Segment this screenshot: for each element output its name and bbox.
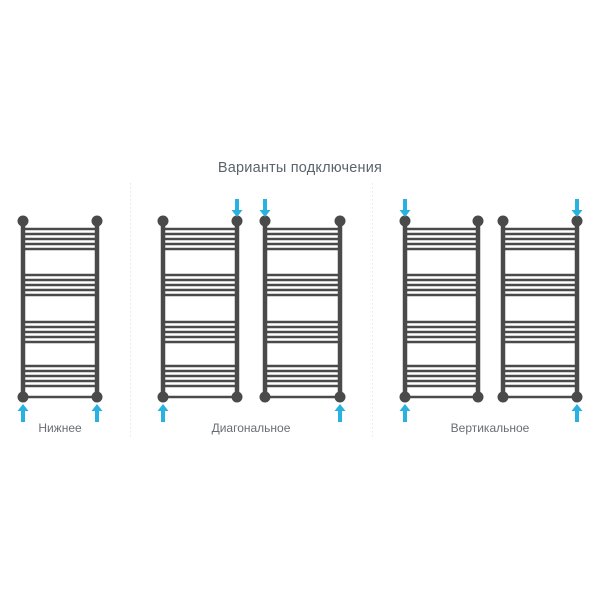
- flow-arrow-up-icon: [92, 404, 103, 422]
- flow-arrow-up-icon: [400, 404, 411, 422]
- section-label-vertical-connection: Вертикальное: [450, 421, 530, 435]
- towel-rail-radiator: [498, 199, 583, 422]
- radiator-knob: [473, 216, 484, 227]
- section-label-bottom-connection: Нижнее: [38, 421, 82, 435]
- radiator-knob: [400, 216, 411, 227]
- radiator-knob: [400, 392, 411, 403]
- flow-arrow-down-icon: [400, 199, 411, 217]
- radiator-knob: [260, 392, 271, 403]
- towel-rail-radiator: [18, 216, 103, 423]
- radiator-knob: [92, 392, 103, 403]
- radiator-knob: [498, 216, 509, 227]
- flow-arrow-up-icon: [18, 404, 29, 422]
- figure-title: Варианты подключения: [217, 160, 383, 176]
- flow-arrow-up-icon: [572, 404, 583, 422]
- radiator-knob: [572, 216, 583, 227]
- flow-arrow-down-icon: [232, 199, 243, 217]
- radiator-knob: [18, 216, 29, 227]
- radiator-knob: [335, 216, 346, 227]
- radiator-knob: [232, 216, 243, 227]
- flow-arrow-up-icon: [158, 404, 169, 422]
- radiator-knob: [158, 392, 169, 403]
- radiator-knob: [572, 392, 583, 403]
- towel-rail-radiator: [260, 199, 346, 422]
- towel-rail-radiator: [158, 199, 243, 422]
- flow-arrow-down-icon: [260, 199, 271, 217]
- radiator-knob: [260, 216, 271, 227]
- radiator-knob: [335, 392, 346, 403]
- radiator-knob: [18, 392, 29, 403]
- flow-arrow-up-icon: [335, 404, 346, 422]
- radiator-knob: [158, 216, 169, 227]
- radiator-knob: [232, 392, 243, 403]
- flow-arrow-down-icon: [572, 199, 583, 217]
- radiator-knob: [473, 392, 484, 403]
- radiator-knob: [498, 392, 509, 403]
- section-label-diagonal-connection: Диагональное: [211, 421, 291, 435]
- radiator-knob: [92, 216, 103, 227]
- towel-rail-radiator: [400, 199, 484, 422]
